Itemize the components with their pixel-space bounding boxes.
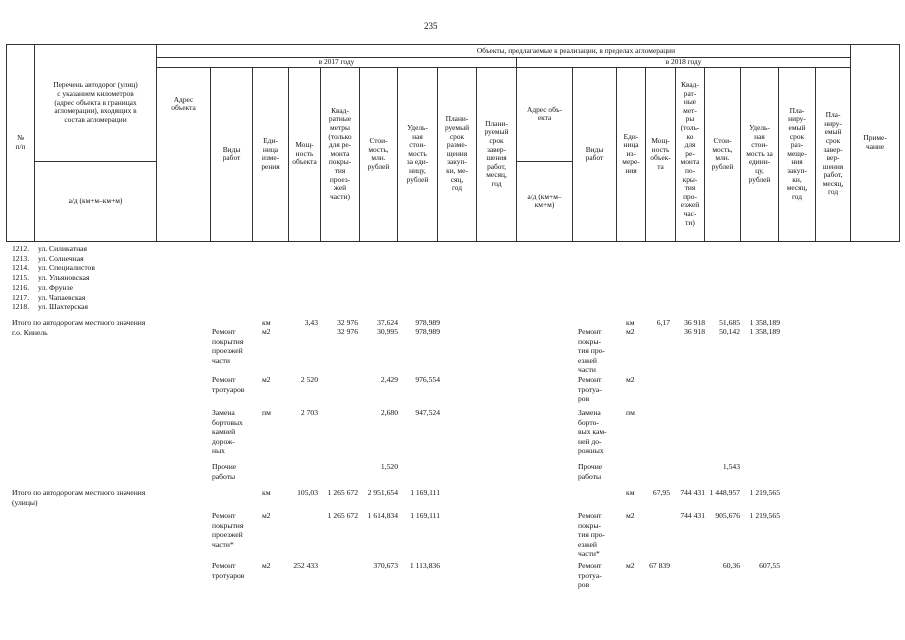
cost-2018: 1,543 (722, 462, 740, 471)
street-name: ул. Шахтерская (38, 302, 88, 312)
col-2018-work-types: Виды работ (573, 67, 617, 241)
total-label: Итого по автодорогам местного значения (улицы) (12, 488, 146, 507)
power-2017: 2 703 (300, 408, 318, 417)
page-number: 235 (424, 21, 438, 31)
unit-2018: км (626, 318, 635, 327)
unit-cost-2017: 947,524 (415, 408, 440, 417)
unit-cost-2018: 1 358,189 (749, 327, 780, 336)
street-number: 1216. (12, 282, 30, 292)
work-type-2017: Ремонт покрытия проезжей части (212, 327, 244, 365)
col-road-ad-label: а/д (км+м–км+м) (35, 161, 157, 241)
area-2017: 32 976 (337, 318, 358, 327)
street-number: 1212. (12, 244, 30, 253)
work-type-2018: Ремонт тротуа- ров (578, 375, 602, 404)
col-2018-area: Квад- рат- ные мет- ры (толь- ко для ре- монта по- кры- тия про- езжей час- ти) (676, 67, 705, 241)
year-2017: в 2017 году (157, 58, 517, 68)
col-2018-proc-deadline: Пла- ниру- емый срок раз- меще- ния закуп- ки, месяц, год (779, 67, 816, 241)
cost-2017: 1,520 (380, 462, 398, 471)
street-number: 1213. (12, 253, 30, 263)
cost-2018: 51,685 (719, 318, 740, 327)
work-type-2017: Замена бортовых камней дорож- ных (212, 408, 243, 456)
col-2018-ad-label: а/д (км+м– км+м) (517, 161, 573, 241)
unit-2018: км (626, 488, 635, 497)
col-2017-unit-cost: Удель- ная стои- мость за еди- ницу, рублей (398, 67, 438, 241)
cost-2017: 37,624 (377, 318, 398, 327)
unit-cost-2017: 1 169,111 (410, 511, 440, 520)
col-2018-address: Адрес объ- екта (517, 67, 573, 161)
work-type-2017: Ремонт покрытия проезжей части* (212, 511, 244, 549)
area-2017: 1 265 672 (327, 488, 358, 497)
street-name: ул. Фрунзе (38, 282, 73, 292)
col-2018-completion-deadline: Пла- ниру- емый срок завер- вер- шения работ, месяц, год (816, 67, 851, 241)
work-type-2017: Ремонт тротуаров (212, 561, 245, 580)
cost-2017: 1 614,834 (367, 511, 398, 520)
col-2018-cost: Стои- мость, млн. рублей (705, 67, 741, 241)
power-2018: 67 839 (649, 561, 670, 570)
unit-2017: м2 (262, 327, 271, 336)
area-2018: 36 918 (684, 327, 705, 336)
cost-2018: 50,142 (719, 327, 740, 336)
street-name: ул. Ульяновская (38, 273, 90, 283)
unit-2017: пм (262, 408, 271, 417)
unit-2018: м2 (626, 511, 635, 520)
area-2017: 1 265 672 (327, 511, 358, 520)
unit-2017: м2 (262, 561, 271, 570)
street-name: ул. Специалистов (38, 263, 95, 273)
col-2017-address: Адрес объекта (157, 67, 211, 241)
work-type-2018: Ремонт покры- тия про- езжей части (578, 327, 605, 375)
col-2017-proc-deadline: Плани- руемый срок разме- щения закуп- ки, ме- сяц, год (438, 67, 477, 241)
cost-2017: 30,995 (377, 327, 398, 336)
street-name: ул. Чапаевская (38, 292, 86, 302)
col-2017-unit: Еди- ница изме- рения (253, 67, 289, 241)
cost-2018: 60,36 (722, 561, 740, 570)
work-type-2017: Прочие работы (212, 462, 237, 481)
power-2018: 67,95 (652, 488, 670, 497)
work-type-2018: Прочие работы (578, 462, 603, 481)
unit-2018: м2 (626, 561, 635, 570)
unit-2017: м2 (262, 511, 271, 520)
power-2017: 3,43 (304, 318, 318, 327)
col-2017-cost: Стои- мость, млн. рублей (360, 67, 398, 241)
unit-2018: пм (626, 408, 635, 417)
street-number: 1218. (12, 302, 30, 312)
col-2017-work-types: Виды работ (211, 67, 253, 241)
unit-2017: км (262, 488, 271, 497)
unit-cost-2018: 1 219,565 (749, 511, 780, 520)
table-header (6, 44, 900, 242)
unit-cost-2018: 607,55 (759, 561, 780, 570)
unit-2017: м2 (262, 375, 271, 384)
total-label: Итого по автодорогам местного значения г.о. Кинель (12, 318, 146, 337)
col-2017-completion-deadline: Плани- руемый срок завер- шения работ, месяц, год (477, 67, 517, 241)
unit-cost-2017: 978,989 (415, 318, 440, 327)
objects-title: Объекты, предлагаемые к реализации, в пределах агломерации (157, 45, 851, 58)
cost-2017: 370,673 (373, 561, 398, 570)
year-2018: в 2018 году (517, 58, 851, 68)
cost-2017: 2,680 (380, 408, 398, 417)
col-note: Приме- чание (851, 45, 900, 242)
work-type-2017: Ремонт тротуаров (212, 375, 245, 394)
unit-2017: км (262, 318, 271, 327)
unit-cost-2018: 1 358,189 (749, 318, 780, 327)
col-2018-unit-cost: Удель- ная стои- мость за едини- цу, рублей (741, 67, 779, 241)
work-type-2018: Ремонт покры- тия про- езжей части* (578, 511, 605, 559)
street-name: ул. Силикатная (38, 244, 88, 253)
unit-2018: м2 (626, 327, 635, 336)
unit-cost-2017: 976,554 (415, 375, 440, 384)
unit-cost-2018: 1 219,565 (749, 488, 780, 497)
power-2017: 252 433 (293, 561, 318, 570)
work-type-2018: Замена борто- вых кам- ней до- рожных (578, 408, 607, 456)
cost-2018: 1 448,957 (709, 488, 740, 497)
cost-2018: 905,676 (715, 511, 740, 520)
area-2017: 32 976 (337, 327, 358, 336)
power-2017: 2 520 (300, 375, 318, 384)
cost-2017: 2 951,654 (367, 488, 398, 497)
street-number: 1217. (12, 292, 30, 302)
unit-cost-2017: 1 113,836 (409, 561, 440, 570)
street-name: ул. Солнечная (38, 253, 84, 263)
col-2018-unit: Еди- ница из- мере- ния (617, 67, 646, 241)
power-2017: 105,03 (297, 488, 318, 497)
col-2018-power: Мощ- ность объек- та (646, 67, 676, 241)
area-2018: 744 431 (680, 488, 705, 497)
work-type-2018: Ремонт тротуа- ров (578, 561, 602, 590)
cost-2017: 2,429 (380, 375, 398, 384)
area-2018: 744 431 (680, 511, 705, 520)
col-2017-area: Квад- ратные метры (только для ре- монта покры- тия проез- жей части) (321, 67, 360, 241)
area-2018: 36 918 (684, 318, 705, 327)
unit-cost-2017: 978,989 (415, 327, 440, 336)
unit-cost-2017: 1 169,111 (410, 488, 440, 497)
street-number: 1215. (12, 273, 30, 283)
col-road-list: Перечень автодорог (улиц) с указанием километров (адрес объекта в границах агломерации), входящих в состав агломерации (35, 45, 157, 162)
col-number: № п/п (7, 45, 35, 242)
street-number: 1214. (12, 263, 30, 273)
unit-2018: м2 (626, 375, 635, 384)
power-2018: 6,17 (656, 318, 670, 327)
col-2017-power: Мощ- ность объекта (289, 67, 321, 241)
